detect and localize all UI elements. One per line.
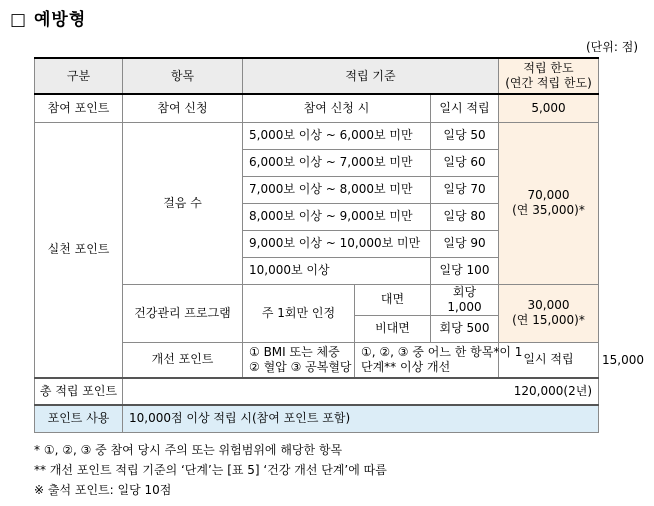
improvement-criteria-line2: 단계** 이상 개선 [361,359,451,374]
steps-limit [499,122,599,284]
program-item: 건강관리 프로그램 [123,284,243,342]
steps-range: 10,000보 이상 [243,257,431,284]
header-limit [499,58,599,94]
improvement-category: 개선 포인트 [123,342,243,378]
improvement-criteria [355,342,523,378]
improvement-item [243,342,355,378]
program-points: 회당 1,000 [431,284,499,315]
program-criteria: 주 1회만 인정 [243,284,355,342]
footnotes [34,440,387,500]
steps-limit-value: 70,000 [527,188,570,202]
program-limit-annual: (연 15,000)* [512,313,585,327]
steps-limit-annual: (연 35,000)* [512,203,585,217]
steps-range: 9,000보 이상 ~ 10,000보 미만 [243,230,431,257]
program-mode: 비대면 [355,315,431,342]
steps-range: 7,000보 이상 ~ 8,000보 미만 [243,176,431,203]
steps-points: 일당 60 [431,149,499,176]
unit-label: (단위: 점) [586,40,638,54]
steps-points: 일당 70 [431,176,499,203]
usage-value: 10,000점 이상 적립 시(참여 포인트 포함) [123,405,599,432]
steps-points: 일당 100 [431,257,499,284]
participation-item: 참여 신청 [123,94,243,122]
program-mode: 대면 [355,284,431,315]
header-criteria: 적립 기준 [243,58,499,94]
participation-limit: 5,000 [499,94,599,122]
steps-points: 일당 50 [431,122,499,149]
footnote-1: * ①, ②, ③ 중 참여 당시 주의 또는 위험범위에 해당한 항목 [34,443,343,457]
steps-range: 5,000보 이상 ~ 6,000보 미만 [243,122,431,149]
steps-points: 일당 90 [431,230,499,257]
steps-range: 6,000보 이상 ~ 7,000보 미만 [243,149,431,176]
usage-label: 포인트 사용 [35,405,123,432]
header-limit-line2: (연간 적립 한도) [505,76,592,90]
steps-item: 걸음 수 [123,122,243,284]
participation-category: 참여 포인트 [35,94,123,122]
program-points: 회당 500 [431,315,499,342]
improvement-item-line2: ② 혈압 ③ 공복혈당 [249,359,352,374]
participation-criteria: 참여 신청 시 [243,94,431,122]
total-value: 120,000(2년) [123,378,599,405]
section-title: □ 예방형 [10,10,87,30]
total-label: 총 적립 포인트 [35,378,123,405]
practice-category: 실천 포인트 [35,122,123,378]
steps-points: 일당 80 [431,203,499,230]
improvement-type: 일시 적립 [499,342,599,378]
header-item: 항목 [123,58,243,94]
footnote-3: ※ 출석 포인트: 일당 10점 [34,483,172,497]
improvement-item-line1: ① BMI 또는 체중 [249,344,340,359]
points-table: 구분 항목 적립 기준 적립 한도 (연간 적립 한도) 참여 포인트 참여 신청 참여 신청 시 일시 적립 5,000 실천 포인트 걸음 수 5,000보 이상 ~ 6,000보 미만 일당 50 70,000 (연 35,000)* 6,000보 이상 ~ 7,000보 미만 일당 60 7,000보 이상 ~ 8,000보 미만 일당 70 8,000보 이상 ~ 9,000보 미만 일당 80 9,000보 이상 ~ 10,000보 미만 일당 90 10,000보 이상 일당 100 건강관리 프로그램 주 1회만 인정 대면 회당 1,000 30,000 (연 15,000)* 비대면 회당 500 개선 포인트 ① BMI 또는 체중 ② 혈압 ③ 공복혈당 ①, ②, ③ 중 어느 한 항목*이 1 단계** 이상 개선 일시 적립 15,000 총 적립 포인트 120,000(2년) 포인트 사용 10,000점 이상 적립 시(참여 포인트 포함) [34,57,599,433]
program-limit [499,284,599,342]
header-category: 구분 [35,58,123,94]
improvement-criteria-line1: ①, ②, ③ 중 어느 한 항목*이 1 [361,344,523,359]
steps-range: 8,000보 이상 ~ 9,000보 미만 [243,203,431,230]
participation-type: 일시 적립 [431,94,499,122]
program-limit-value: 30,000 [527,298,570,312]
footnote-2: ** 개선 포인트 적립 기준의 ‘단계’는 [표 5] ‘건강 개선 단계’에 따름 [34,463,387,477]
header-limit-line1: 적립 한도 [523,61,574,75]
